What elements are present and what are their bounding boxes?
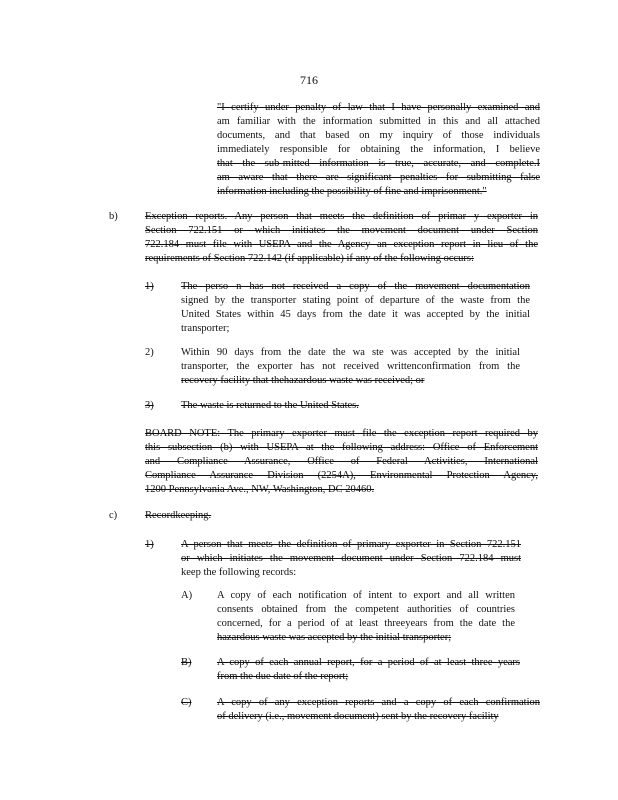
text-line: Compliance Assurance Division (2254A), Environmental Protection Agency, — [145, 470, 538, 481]
text-line: A person that meets the definition of primary exporter in Section 722.151 — [181, 539, 521, 550]
text-line: this subsection (b) with USEPA at the following address: Office of Enforcement — [145, 442, 538, 453]
text-line: A copy of each notification of intent to export and all written — [217, 590, 515, 601]
item-b3-marker: 3) — [145, 400, 154, 411]
section-c-marker: c) — [109, 510, 118, 521]
item-b2-text — [181, 346, 520, 388]
section-b-marker: b) — [109, 211, 118, 222]
section-c-heading: Recordkeeping. — [145, 510, 212, 521]
subitem-c-marker: C) — [181, 697, 192, 708]
text-line: "I certify under penalty of law that I have personally examined and — [217, 102, 540, 113]
text-line: The waste is returned to the United States. — [181, 400, 359, 411]
text-line: and Compliance Assurance, Office of Federal Activities, International — [145, 456, 538, 467]
text-line: Within 90 days from the date the wa ste was accepted by the initial — [181, 347, 520, 358]
text-line: that the sub-mitted information is true, accurate, and complete.I — [217, 158, 540, 169]
item-b1-text — [181, 280, 530, 336]
text-line: immediately responsible for obtaining the information, I believe — [217, 144, 540, 155]
item-b3-text — [181, 399, 381, 413]
text-line: documents, and that based on my inquiry of those individuals — [217, 130, 540, 141]
certification-paragraph — [217, 101, 540, 199]
text-line: The perso n has not received a copy of the movement documentation — [181, 281, 530, 292]
text-line: United States within 45 days from the date it was accepted by the initial — [181, 309, 530, 320]
text-line: transporter; — [181, 323, 230, 334]
text-line: am aware that there are significant penalties for submitting false — [217, 172, 540, 183]
text-line: A copy of any exception reports and a copy of each confirmation — [217, 697, 540, 708]
section-b-paragraph — [145, 210, 538, 266]
text-line: concerned, for a period of at least threeyears from the date the — [217, 618, 515, 629]
item-c1-marker: 1) — [145, 539, 154, 550]
text-line: keep the following records: — [181, 567, 297, 578]
text-line: Exception reports. Any person that meets the definition of primar y exporter in — [145, 211, 538, 222]
subitem-b-marker: B) — [181, 657, 192, 668]
item-b2-marker: 2) — [145, 347, 154, 358]
text-line: or which initiates the movement document under Section 722.184 must — [181, 553, 521, 564]
text-line: consents obtained from the competent authorities of countries — [217, 604, 515, 615]
text-line: hazardous waste was accepted by the initial transporter; — [217, 632, 452, 643]
text-line: A copy of each annual report, for a period of at least three years — [217, 657, 520, 668]
text-line: 722.184 must file with USEPA and the Agency an exception report in lieu of the — [145, 239, 538, 250]
subitem-a-marker: A) — [181, 590, 193, 601]
page-number: 716 — [300, 73, 318, 87]
text-line: from the due date of the report; — [217, 671, 349, 682]
text-line: 1200 Pennsylvania Ave., NW, Washington, DC 20460. — [145, 484, 375, 495]
text-line: of delivery (i.e., movement document) sent by the recovery facility — [217, 711, 499, 722]
subitem-c-text — [217, 696, 540, 724]
subitem-a-text — [217, 589, 515, 645]
text-line: recovery facility that thehazardous waste was received; or — [181, 375, 425, 386]
text-line: information including the possibility of fine and imprisonment." — [217, 186, 487, 197]
item-b1-marker: 1) — [145, 281, 154, 292]
item-c1-text — [181, 538, 521, 580]
text-line: transporter, the exporter has not received writtenconfirmation from the — [181, 361, 520, 372]
text-line: signed by the transporter stating point of departure of the waste from the — [181, 295, 530, 306]
board-note — [145, 427, 538, 497]
text-line: Section 722.151 or which initiates the movement document under Section — [145, 225, 538, 236]
text-line: am familiar with the information submitted in this and all attached — [217, 116, 540, 127]
subitem-b-text — [217, 656, 520, 684]
text-line: requirements of Section 722.142 (if applicable) if any of the following occurs: — [145, 253, 474, 264]
text-line: BOARD NOTE: The primary exporter must file the exception report required by — [145, 428, 538, 439]
